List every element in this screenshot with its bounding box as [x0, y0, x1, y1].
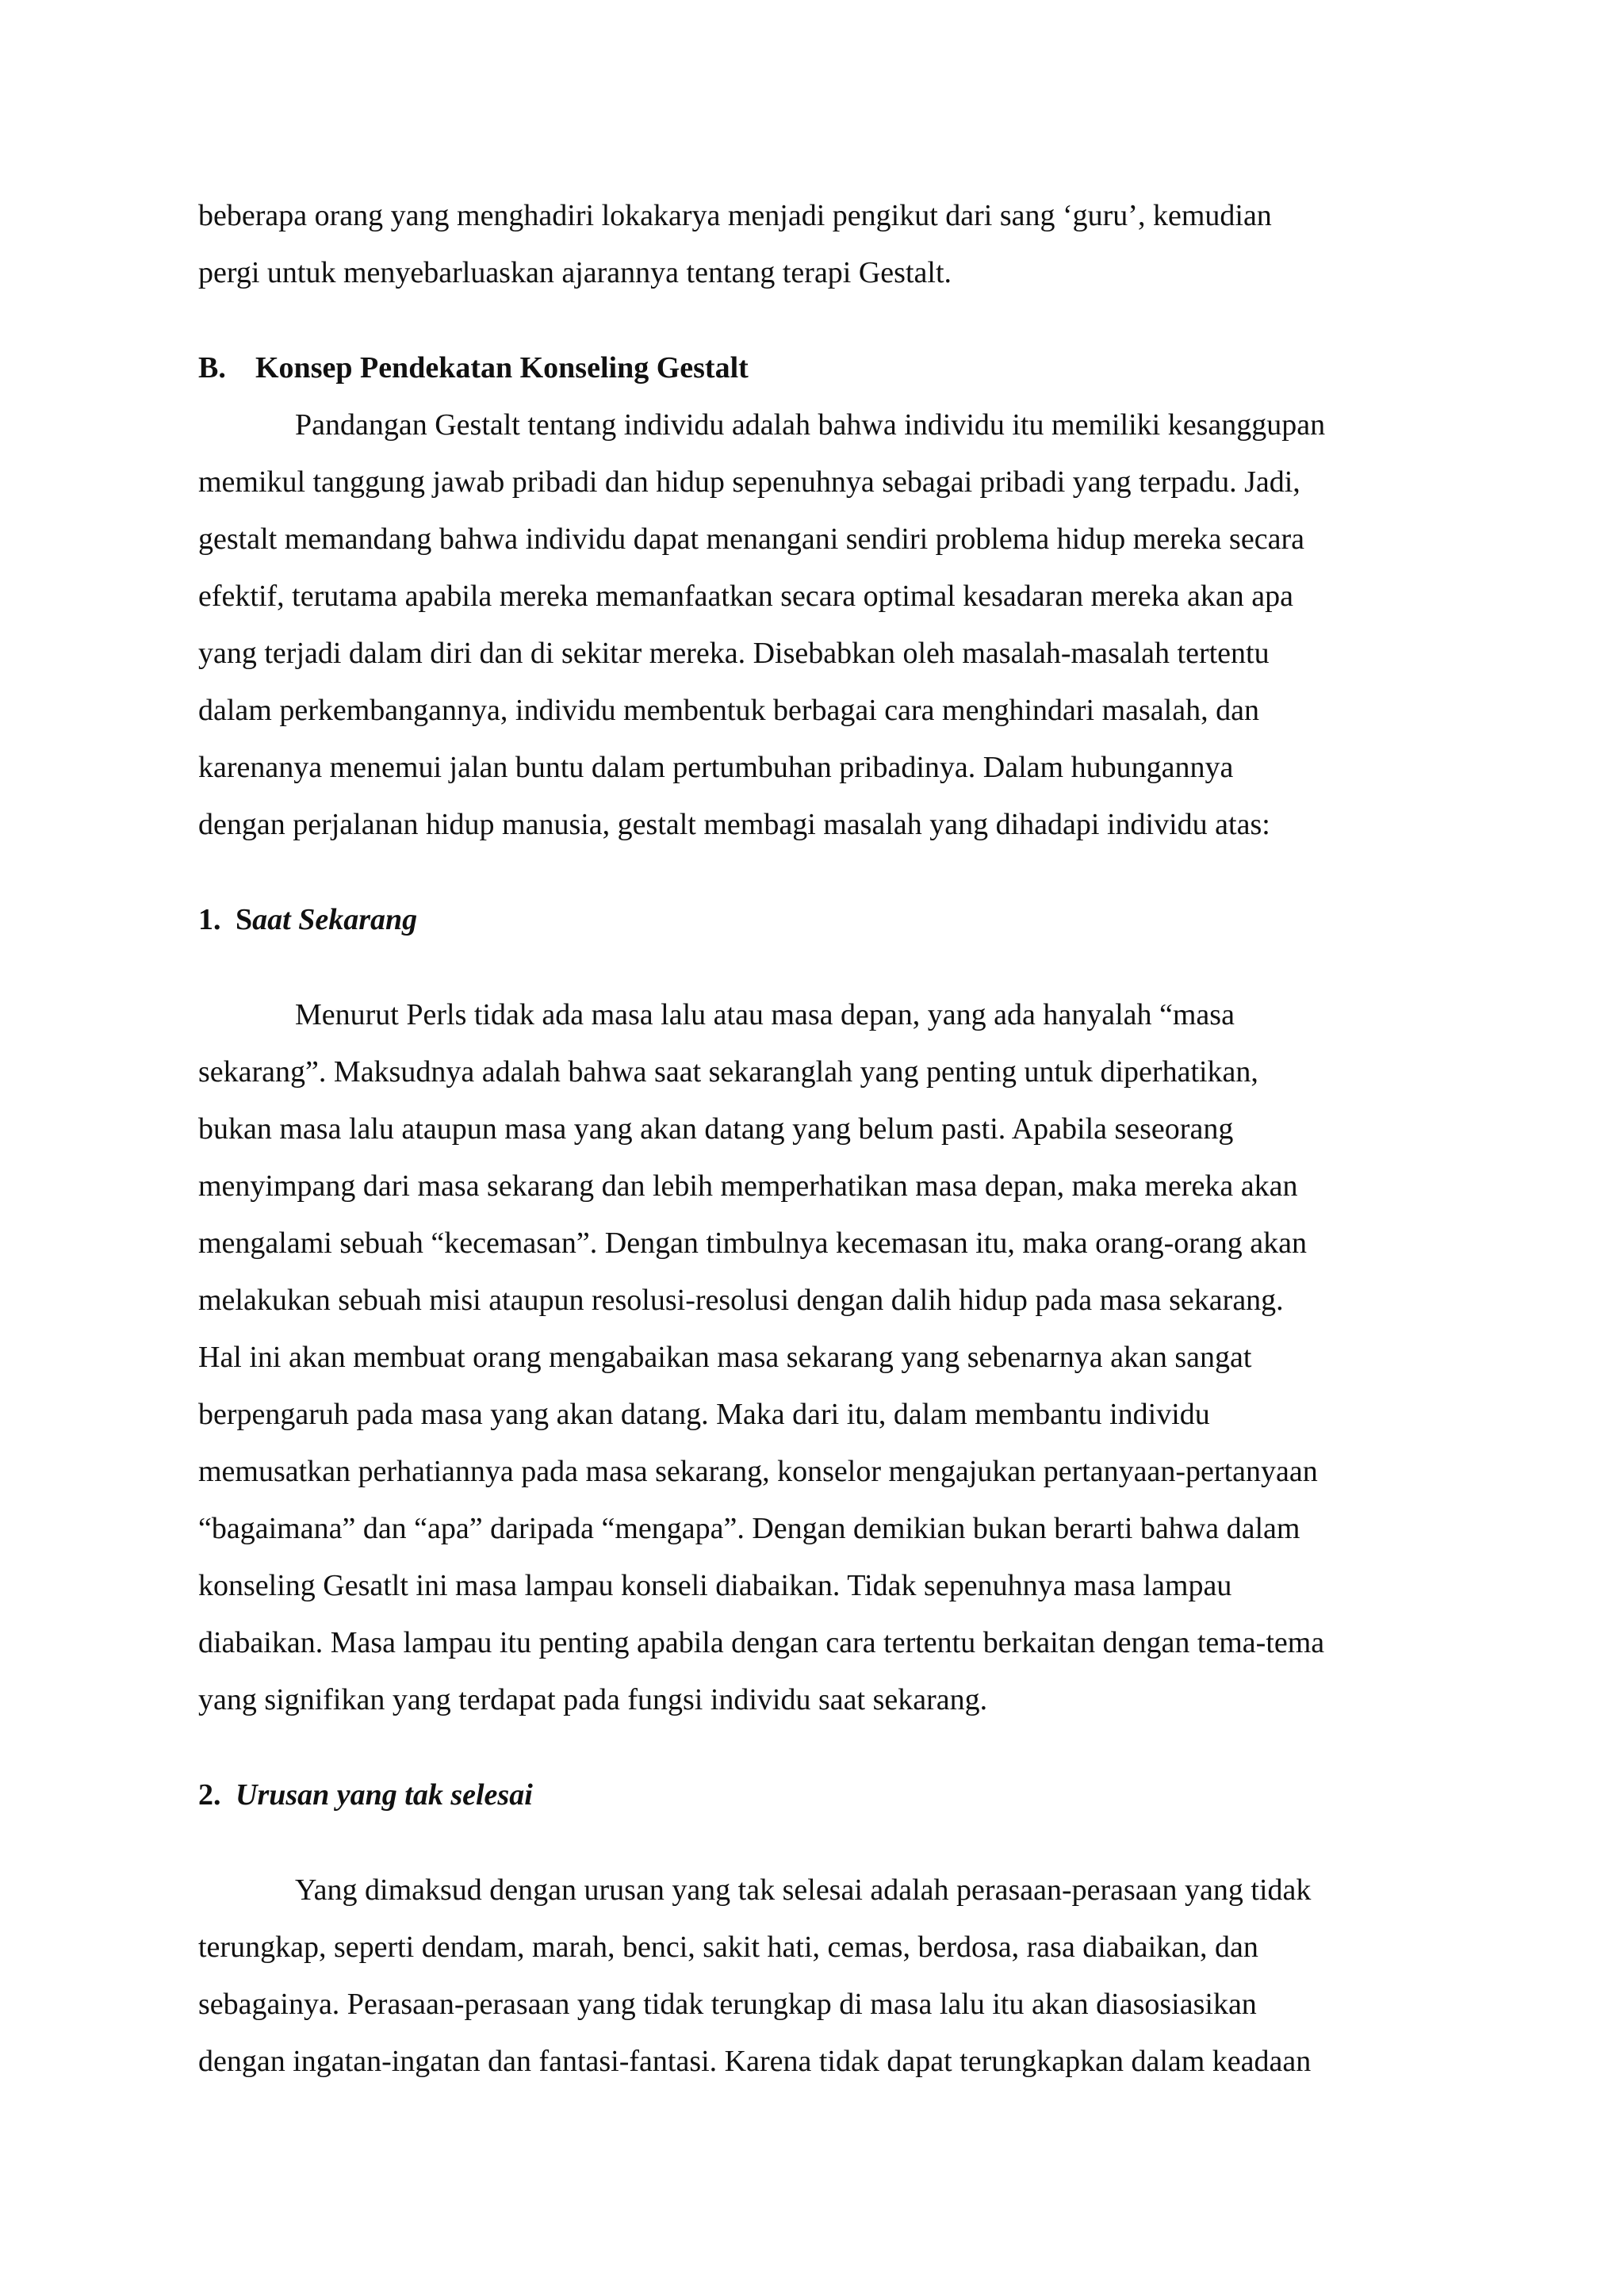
section-1-line: Menurut Perls tidak ada masa lalu atau masa depan, yang ada hanyalah “masa: [295, 998, 1235, 1031]
section-2-heading: [198, 1776, 533, 1814]
section-1-heading: [198, 901, 417, 939]
section-2-line: sebagainya. Perasaan-perasaan yang tidak terungkap di masa lalu itu akan diasosiasikan: [198, 1988, 1257, 2021]
section-1-line: “bagaimana” dan “apa” daripada “mengapa”. Dengan demikian bukan berarti bahwa dalam: [198, 1512, 1300, 1545]
section-1-title-rest: aat Sekarang: [252, 903, 418, 936]
section-2-number: 2.: [198, 1778, 221, 1812]
section-b-title: Konsep Pendekatan Konseling Gestalt: [255, 351, 749, 385]
section-b-number: B.: [198, 351, 226, 385]
section-b-line: yang terjadi dalam diri dan di sekitar mereka. Disebabkan oleh masalah-masalah tertentu: [198, 637, 1270, 670]
section-1-line: Hal ini akan membuat orang mengabaikan masa sekarang yang sebenarnya akan sangat: [198, 1341, 1252, 1374]
section-1-line: yang signifikan yang terdapat pada fungsi individu saat sekarang.: [198, 1683, 988, 1716]
section-b-line: Pandangan Gestalt tentang individu adalah bahwa individu itu memiliki kesanggupan: [295, 408, 1326, 442]
section-b-line: gestalt memandang bahwa individu dapat menangani sendiri problema hidup mereka secara: [198, 522, 1304, 556]
section-b-line: memikul tanggung jawab pribadi dan hidup sepenuhnya sebagai pribadi yang terpadu. Jadi,: [198, 465, 1300, 499]
intro-line: pergi untuk menyebarluaskan ajarannya tentang terapi Gestalt.: [198, 256, 952, 289]
section-2-title: Urusan yang tak selesai: [236, 1778, 533, 1812]
section-b-line: karenanya menemui jalan buntu dalam pertumbuhan pribadinya. Dalam hubungannya: [198, 751, 1234, 784]
section-1-line: bukan masa lalu ataupun masa yang akan datang yang belum pasti. Apabila seseorang: [198, 1112, 1234, 1146]
intro-line: beberapa orang yang menghadiri lokakarya menjadi pengikut dari sang ‘guru’, kemudian: [198, 199, 1272, 232]
section-1-line: berpengaruh pada masa yang akan datang. Maka dari itu, dalam membantu individu: [198, 1398, 1210, 1431]
section-1-line: melakukan sebuah misi ataupun resolusi-resolusi dengan dalih hidup pada masa sekarang.: [198, 1284, 1284, 1317]
section-1-line: diabaikan. Masa lampau itu penting apabila dengan cara tertentu berkaitan dengan tema-tema: [198, 1626, 1325, 1659]
section-1-line: mengalami sebuah “kecemasan”. Dengan timbulnya kecemasan itu, maka orang-orang akan: [198, 1226, 1308, 1260]
section-b-line: dengan perjalanan hidup manusia, gestalt membagi masalah yang dihadapi individu atas:: [198, 808, 1270, 841]
section-b-heading: [198, 349, 749, 387]
section-1-number: 1.: [198, 903, 221, 936]
section-1-line: sekarang”. Maksudnya adalah bahwa saat sekaranglah yang penting untuk diperhatikan,: [198, 1055, 1258, 1089]
section-1-line: menyimpang dari masa sekarang dan lebih memperhatikan masa depan, maka mereka akan: [198, 1169, 1298, 1203]
section-2-line: dengan ingatan-ingatan dan fantasi-fantasi. Karena tidak dapat terungkapkan dalam keadaan: [198, 2045, 1312, 2078]
section-2-line: terungkap, seperti dendam, marah, benci, sakit hati, cemas, berdosa, rasa diabaikan, dan: [198, 1931, 1258, 1964]
section-1-title-first: S: [236, 903, 253, 936]
section-b-line: dalam perkembangannya, individu membentuk berbagai cara menghindari masalah, dan: [198, 694, 1259, 727]
section-b-line: efektif, terutama apabila mereka memanfaatkan secara optimal kesadaran mereka akan apa: [198, 580, 1293, 613]
section-1-line: memusatkan perhatiannya pada masa sekarang, konselor mengajukan pertanyaan-pertanyaan: [198, 1455, 1318, 1488]
section-2-line: Yang dimaksud dengan urusan yang tak selesai adalah perasaan-perasaan yang tidak: [295, 1873, 1312, 1907]
section-1-line: konseling Gesatlt ini masa lampau konseli diabaikan. Tidak sepenuhnya masa lampau: [198, 1569, 1232, 1602]
